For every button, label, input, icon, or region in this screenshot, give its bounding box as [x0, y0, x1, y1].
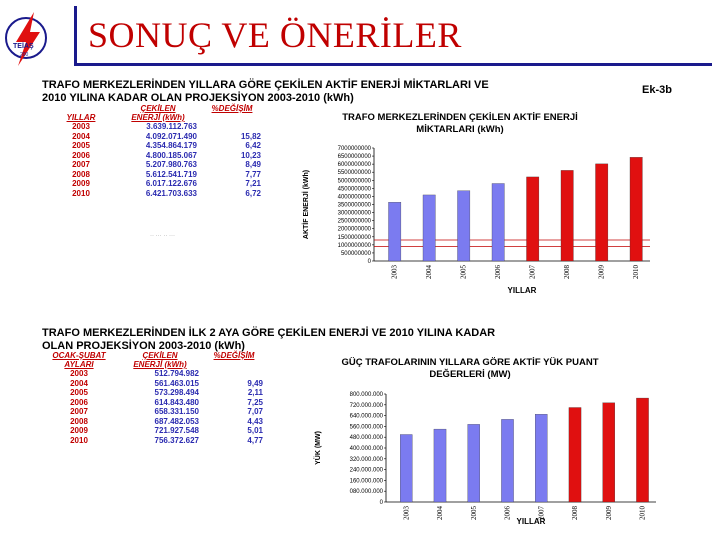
cell-year: 2003 — [70, 369, 88, 378]
load-peak-bar-chart — [312, 386, 668, 526]
energy-table-body — [46, 122, 264, 198]
col-energy — [116, 104, 200, 122]
x-axis-label: YILLAR — [516, 517, 546, 526]
y-tick-label: 2500000000 — [337, 218, 371, 225]
cell-year: 2009 — [70, 426, 88, 435]
cell-change: 6,72 — [245, 188, 261, 198]
y-tick-label: 400.000.000 — [349, 446, 383, 452]
bar-2006 — [501, 419, 513, 502]
table-row — [46, 170, 264, 180]
cell-year: 2008 — [72, 169, 90, 179]
bar-2005 — [457, 191, 469, 261]
cell-value: 658.331.150 — [154, 407, 199, 416]
cell-change: 4,77 — [247, 435, 263, 445]
table-row — [40, 407, 266, 417]
cell-year: 2006 — [70, 397, 88, 407]
cell-change: 8,49 — [245, 160, 261, 169]
x-tick-label: 2004 — [436, 506, 444, 520]
bar-2009 — [603, 403, 615, 502]
section1-title-line2: 2010 YILINA KADAR OLAN PROJEKSİYON 2003-2010 (kWh) — [42, 92, 354, 104]
x-tick-label: 2006 — [494, 265, 503, 279]
cell-change: 7,25 — [247, 397, 263, 407]
annex-label: Ek-3b — [642, 84, 672, 96]
cell-value: 6.017.122.676 — [145, 179, 197, 188]
cell-change: 9,49 — [247, 378, 263, 388]
col-months-line1: OCAK-ŞUBAT — [52, 351, 106, 360]
x-tick-label: 2004 — [425, 265, 434, 279]
x-tick-label: 2007 — [537, 506, 546, 520]
table-row — [46, 179, 264, 189]
table-row — [46, 189, 264, 199]
energy-table — [46, 104, 264, 198]
section1-title-line1: TRAFO MERKEZLERİNDEN YILLARA GÖRE ÇEKİLEN AKTİF ENERJİ MİKTARLARI VE — [42, 79, 489, 91]
x-tick-label: 2006 — [503, 506, 512, 520]
y-tick-label: 800.000.000 — [349, 392, 383, 398]
cell-value: 756.372.627 — [154, 435, 199, 445]
logo-text: TEİAŞ — [13, 43, 34, 50]
table-row — [40, 388, 266, 398]
table-row — [40, 398, 266, 408]
y-tick-label: 4500000000 — [337, 186, 371, 193]
table-row — [46, 141, 264, 151]
cell-year: 2007 — [70, 407, 88, 416]
y-tick-label: 560.000.000 — [349, 424, 383, 431]
cell-change — [202, 369, 266, 379]
cell-value: 3.639.112.763 — [146, 122, 197, 131]
cell-value: 4.354.864.179 — [145, 141, 197, 150]
x-tick-label: 2003 — [402, 506, 411, 520]
y-tick-label: 0 — [367, 259, 371, 265]
x-tick-label: 2003 — [390, 265, 399, 279]
cell-change: 6,42 — [245, 141, 261, 150]
y-tick-label: 640.000.000 — [349, 413, 383, 420]
col-change2: %DEĞİŞİM — [213, 351, 255, 360]
cell-value: 5.612.541.719 — [145, 169, 197, 179]
cell-value: 4.092.071.490 — [145, 131, 197, 141]
x-tick-label: 2010 — [632, 265, 641, 279]
cell-year: 2009 — [72, 179, 90, 188]
col-energy-line2: ENERJİ (kWh) — [131, 113, 185, 122]
y-tick-label: 6000000000 — [337, 162, 371, 169]
cell-change: 15,82 — [240, 131, 261, 141]
y-tick-label: 4000000000 — [337, 194, 371, 201]
cell-year: 2008 — [70, 416, 88, 426]
x-tick-label: 2007 — [528, 265, 537, 279]
x-axis-label: YILLAR — [507, 286, 537, 295]
bar-2009 — [595, 164, 607, 261]
table-row — [40, 436, 266, 446]
cell-value: 6.421.703.633 — [145, 188, 197, 198]
cell-year: 2005 — [72, 141, 90, 150]
y-tick-label: 720.000.000 — [349, 402, 383, 409]
energy-bar-chart — [300, 140, 660, 295]
col-energy2-line1: ÇEKİLEN — [142, 351, 178, 360]
cell-year: 2006 — [72, 150, 90, 160]
col-change: %DEĞİŞİM — [211, 104, 253, 113]
chart2-title: GÜÇ TRAFOLARININ YILLARA GÖRE AKTİF YÜK PUANT DEĞERLERİ (MW) — [341, 357, 599, 380]
bar-2008 — [569, 408, 581, 503]
cell-value: 4.800.185.067 — [145, 150, 197, 160]
cell-change: 7,21 — [245, 179, 261, 188]
y-tick-label: 7000000000 — [337, 146, 371, 152]
cell-change: 5,01 — [247, 426, 263, 435]
cell-year: 2010 — [70, 435, 88, 445]
y-tick-label: 3000000000 — [337, 210, 371, 217]
cell-year: 2003 — [72, 122, 90, 131]
x-tick-label: 2005 — [469, 506, 478, 520]
y-tick-label: 080.000.000 — [349, 489, 383, 496]
section2-title-line1: TRAFO MERKEZLERİNDEN İLK 2 AYA GÖRE ÇEKİLEN ENERJİ VE 2010 YILINA KADAR — [42, 327, 496, 339]
chart1-title: TRAFO MERKEZLERİNDEN ÇEKİLEN AKTİF ENERJİ MİKTARLARI (kWh) — [342, 112, 578, 135]
y-tick-label: 480.000.000 — [349, 435, 383, 442]
y-tick-label: 1500000000 — [337, 234, 371, 241]
table-row — [46, 160, 264, 170]
bar-2008 — [561, 170, 573, 261]
y-tick-label: 2000000000 — [337, 226, 371, 233]
teias-logo — [4, 8, 62, 70]
y-tick-label: 500000000 — [340, 250, 371, 257]
bar-2010 — [636, 398, 648, 502]
col-energy-line1: ÇEKİLEN — [140, 104, 176, 113]
table-row — [46, 122, 264, 132]
table-row — [46, 132, 264, 142]
cell-year: 2004 — [70, 378, 88, 388]
cell-value: 721.927.548 — [154, 426, 199, 435]
y-tick-label: 320.000.000 — [349, 456, 383, 463]
y-tick-label: 6500000000 — [337, 154, 371, 161]
cell-change: 7,77 — [245, 169, 261, 179]
x-tick-label: 2005 — [459, 265, 468, 279]
section2-title-line2: OLAN PROJEKSİYON 2003-2010 (kWh) — [42, 340, 245, 352]
bar-2004 — [423, 195, 435, 261]
faint-note: ·· ··· ·· ··· — [150, 233, 175, 239]
table-row — [40, 379, 266, 389]
table-row — [46, 151, 264, 161]
cell-value: 5.207.980.763 — [145, 160, 197, 169]
x-tick-label: 2008 — [563, 265, 572, 279]
x-tick-label: 2008 — [571, 506, 579, 520]
table-row — [40, 426, 266, 436]
y-tick-label: 240.000.000 — [349, 467, 383, 474]
header-horizontal-rule — [74, 63, 712, 66]
bar-2007 — [526, 177, 538, 261]
page-title: SONUÇ VE ÖNERİLER — [88, 15, 462, 55]
col-months-line2: AYLARI — [64, 360, 94, 369]
y-tick-label: 5500000000 — [337, 170, 371, 177]
cell-value: 573.298.494 — [154, 388, 199, 397]
x-tick-label: 2009 — [604, 506, 613, 520]
bar-2006 — [492, 184, 504, 261]
bar-2004 — [434, 429, 446, 502]
cell-year: 2005 — [70, 388, 88, 397]
logo-sub: 200 — [20, 52, 29, 58]
cell-change: 10,23 — [240, 150, 261, 160]
cell-value: 561.463.015 — [154, 378, 199, 388]
y-axis-label: AKTİF ENERJİ (kWh) — [303, 169, 310, 240]
y-tick-label: 5000000000 — [337, 178, 371, 185]
cell-year: 2007 — [72, 160, 90, 169]
x-tick-label: 2009 — [597, 265, 606, 279]
section2-title — [42, 327, 495, 353]
col-months — [40, 351, 118, 369]
section1-title — [42, 79, 489, 105]
cell-change: 7,07 — [247, 407, 263, 416]
col-energy2-line2: ENERJİ (kWh) — [133, 360, 187, 369]
col-year: YILLAR — [66, 113, 96, 122]
col-energy2 — [118, 351, 202, 369]
bar-2010 — [630, 157, 642, 261]
bar-2007 — [535, 414, 547, 502]
cell-change: 4,43 — [247, 416, 263, 426]
header-vertical-rule — [74, 6, 77, 66]
bar-2003 — [388, 202, 400, 261]
y-axis-label: YÜK (MW) — [315, 431, 322, 465]
first-two-months-table-body — [40, 369, 266, 445]
table-row — [40, 369, 266, 379]
cell-value: 512.794.982 — [154, 369, 199, 378]
bar-2003 — [400, 435, 412, 503]
cell-year: 2010 — [72, 188, 90, 198]
y-tick-label: 3500000000 — [337, 202, 371, 209]
y-tick-label: 0 — [379, 500, 383, 506]
first-two-months-table — [40, 351, 266, 445]
cell-change — [200, 122, 264, 132]
cell-value: 614.843.480 — [154, 397, 199, 407]
bar-2005 — [468, 424, 480, 502]
cell-change: 2,11 — [247, 388, 263, 397]
cell-value: 687.482.053 — [154, 416, 199, 426]
cell-year: 2004 — [72, 131, 90, 141]
x-tick-label: 2010 — [638, 506, 647, 520]
y-tick-label: 1000000000 — [337, 242, 371, 249]
table-row — [40, 417, 266, 427]
y-tick-label: 160.000.000 — [349, 478, 383, 485]
